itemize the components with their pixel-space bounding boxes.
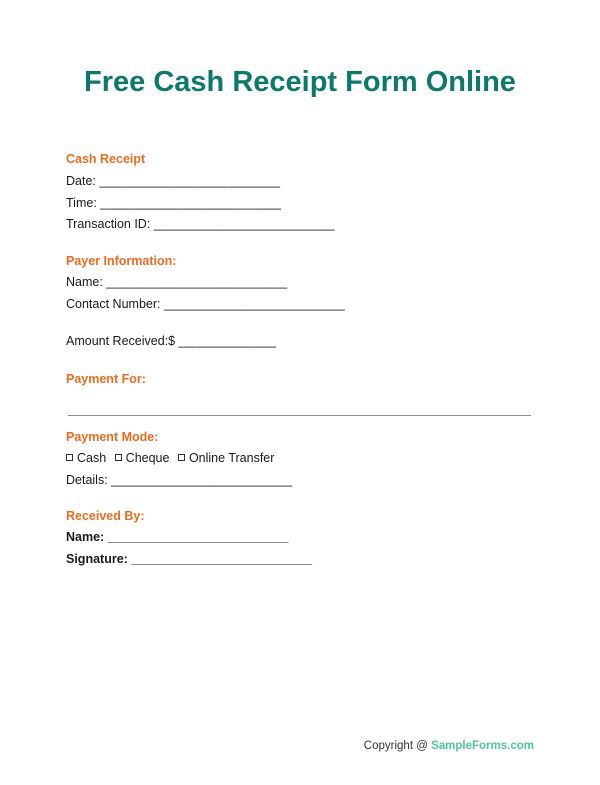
receiver-name-field[interactable]: Name: __________________________	[66, 530, 289, 544]
page-title: Free Cash Receipt Form Online	[84, 66, 516, 98]
checkbox-icon[interactable]	[178, 454, 185, 461]
cash-receipt-heading: Cash Receipt	[66, 152, 146, 166]
payment-mode-heading: Payment Mode:	[66, 430, 159, 444]
checkbox-icon[interactable]	[115, 454, 122, 461]
footer-copyright	[364, 740, 534, 752]
details-field[interactable]: Details: __________________________	[66, 473, 292, 487]
amount-received-field[interactable]: Amount Received:$ ______________	[66, 334, 276, 348]
checkbox-icon[interactable]	[66, 454, 73, 461]
contact-number-field[interactable]: Contact Number: __________________________	[66, 297, 345, 311]
online-transfer-option[interactable]	[178, 451, 274, 465]
payer-information-heading: Payer Information:	[66, 254, 177, 268]
received-by-heading: Received By:	[66, 509, 145, 523]
cheque-option-label: Cheque	[125, 451, 170, 465]
payment-for-heading: Payment For:	[66, 372, 146, 386]
payment-mode-options	[66, 450, 274, 466]
copyright-text: Copyright @	[363, 740, 432, 752]
cash-option-label: Cash	[77, 451, 107, 465]
payment-for-line[interactable]	[68, 415, 531, 416]
cash-option[interactable]	[66, 451, 115, 465]
brand-link[interactable]: SampleForms.com	[431, 740, 534, 752]
time-field[interactable]: Time: __________________________	[66, 196, 282, 210]
signature-field[interactable]: Signature: __________________________	[66, 552, 313, 566]
date-field[interactable]: Date: __________________________	[66, 174, 281, 188]
online-transfer-option-label: Online Transfer	[188, 451, 275, 465]
payer-name-field[interactable]: Name: __________________________	[66, 275, 288, 289]
cheque-option[interactable]	[115, 451, 178, 465]
transaction-id-field[interactable]: Transaction ID: __________________________	[66, 217, 335, 231]
